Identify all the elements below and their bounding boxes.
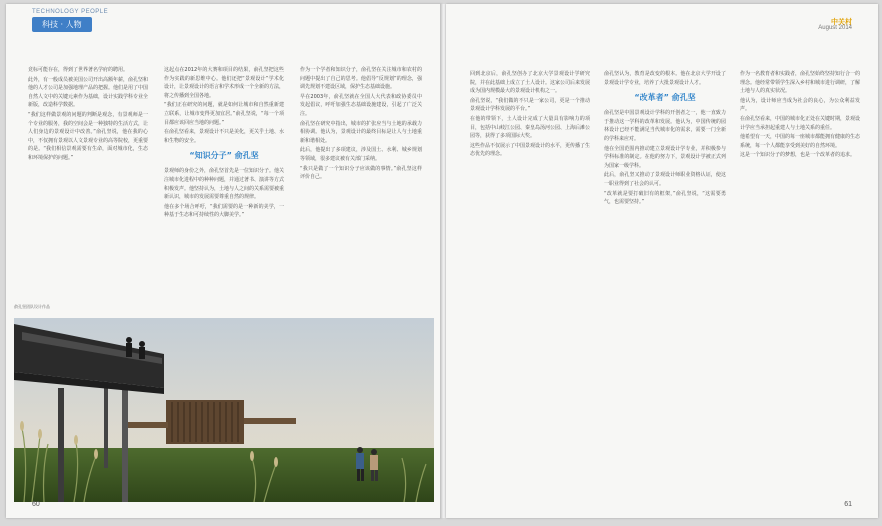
paragraph: 作为一个学者和知识分子，俞孔坚在关注城市和农村的问题中提出了自己的思考。他倡导“反规划”的理念，强调先规划不建设区域，保护生态基础设施。 [300,67,422,91]
photo-caption: 俞孔坚团队设计作品 [14,304,50,309]
text-column-2 [164,66,284,314]
paragraph: 他认为，设计师应当成为社会的良心，为公众利益发声。 [740,97,860,113]
paragraph: 此后，俞孔坚又推动了景观设计师职业资格认证，使这一职业得到了社会的认可。 [604,172,726,187]
paragraph: 俞孔坚在研究中指出，城市的扩张应当与土地的承载力相协调。他认为，景观设计的最终目标是让人与土地重新和谐相处。 [300,120,422,144]
paragraph: 俞孔坚是中国景观设计学科的开创者之一，他一直致力于推动这一学科的改革和发展。他认为，中国传统的园林设计已经不能满足当代城市化的需求，需要一门全新的学科来应对。 [604,110,726,142]
paragraph: 此外，有一般成员被美国公司开出高额年薪，俞孔坚和他的人才公司是加强地理产品的把握。他们是用了中国自然人文中的关键元素作为基础，设计实践学科专业全新版，改造科学数据。 [28,76,148,109]
landscape-photo [14,318,434,502]
paragraph: 作为一名教育者和实践者，俞孔坚始终坚持知行合一的理念。他经常带领学生深入乡村和城市进行调研，了解土地与人的真实状况。 [740,71,860,95]
text-column-5 [604,70,726,500]
magazine-logo: 中关村 [831,19,852,26]
paragraph: 在他的带领下，土人设计完成了大量具有影响力的项目，包括中山岐江公园、秦皇岛汤河公园、上海后滩公园等，获得了多项国际大奖。 [470,115,590,140]
paragraph: 此后，他提出了多项建议，涉及国土、水利、城乡规划等领域，很多建议被有关部门采纳。 [300,147,422,162]
paragraph: “我只是做了一个知识分子应该做的事情。”俞孔坚这样评价自己。 [300,165,422,181]
paragraph: 俞孔坚认为，教育是改变的根本。他在北京大学开设了景观设计学专业，培养了大批景观设计人才。 [604,71,726,86]
section-tag: 科技 · 人物 [32,17,92,32]
paragraph: 他希望有一天，中国的每一座城市都能拥有健康的生态系统，每一个人都能享受到美好的自然环境。 [740,134,860,149]
magazine-page-right [446,4,878,518]
header-section-english: TECHNOLOGY PEOPLE [32,9,109,15]
paragraph: 这是一个知识分子的梦想，也是一个改革者的追求。 [740,152,856,159]
paragraph: 在俞孔坚看来，中国的城市化正处在关键时期，景观设计学应当承担起重建人与土地关系的重任。 [740,115,860,131]
paragraph: “我们正在研究的问题，就是如何让城市和自然重新建立联系，让城市变得更加宜居。”俞孔坚说，“每一个项目都应该回应当地的问题。” [164,102,284,126]
paragraph: 早在2003年，俞孔坚就在全国人大代表和政协委员中发起倡议，呼吁加强生态基础设施建设，引起了广泛关注。 [300,93,422,117]
paragraph: “我们这样做景观的问题的判断是观念，有景观师是一个专业的服务，我的空间会是一种独特的生活方式，让人们身边的景观设计中改善。”俞孔坚说，他在我的心中，不仅拥有景观以人文景观专业的高等院校，更重要的是。“我们相信景观需要有生命，面对城市化，生态和环境保护的问题。” [28,111,148,161]
subhead-intellectual: “知识分子” 俞孔坚 [189,151,259,161]
page-number-left: 60 [32,501,40,508]
text-column-1 [28,66,148,298]
paragraph: 俞孔坚说，“我们做的不只是一家公司，更是一个推动景观设计学科发展的平台。” [470,97,590,113]
page-number-right: 61 [844,501,852,508]
text-column-3 [300,66,422,314]
paragraph: 他在全国范围内推动建立景观设计学专业，并积极参与学科标准的制定。在他的努力下，景观设计学被正式列为国家一级学科。 [604,145,726,169]
text-column-4 [470,70,590,500]
paragraph: 他在多个场合呼吁，“我们需要的是一种新的美学，一种基于生态和可持续性的大脚美学。” [164,203,284,219]
paragraph: 回到北京后，俞孔坚创办了北京大学景观设计学研究院，并在此基础上成立了土人设计。这家公司后来发展成为国内规模最大的景观设计机构之一。 [470,71,590,95]
paragraph: 竞标可能存在，得到了世界著名学府的聘用。 [28,67,129,73]
paragraph: 在俞孔坚看来，景观设计不只是美化，更关乎土地、水和生物的安全。 [164,129,284,144]
issue-date: August 2014 [818,25,852,31]
paragraph: “改革就是要打破旧有的框架，”俞孔坚说，“这需要勇气，也需要坚持。” [604,190,726,206]
paragraph: 景观师的身份之外，俞孔坚首先是一位知识分子。他关注城市化进程中的种种问题，并通过著书、演讲等方式积极发声。他坚持认为，土地与人之间的关系需要被重新认识，城市的发展需要尊重自然的规律。 [164,168,284,201]
paragraph: 这些作品不仅展示了中国景观设计的水平，更传播了生态优先的理念。 [470,142,590,158]
text-column-6 [740,70,860,500]
paragraph: 这起点在2012年的大赛和项目的结果，俞孔坚把这些作为实践的新思维中心。他们还把“景观设计”学术化设计，让景观设计的语言和学术形成一个全新的方法，将之传播到全国各地。 [164,67,284,99]
subhead-reformer: “改革者” 俞孔坚 [634,93,696,103]
magazine-page-left [6,4,442,518]
landscape-photo-illustration [14,318,434,502]
